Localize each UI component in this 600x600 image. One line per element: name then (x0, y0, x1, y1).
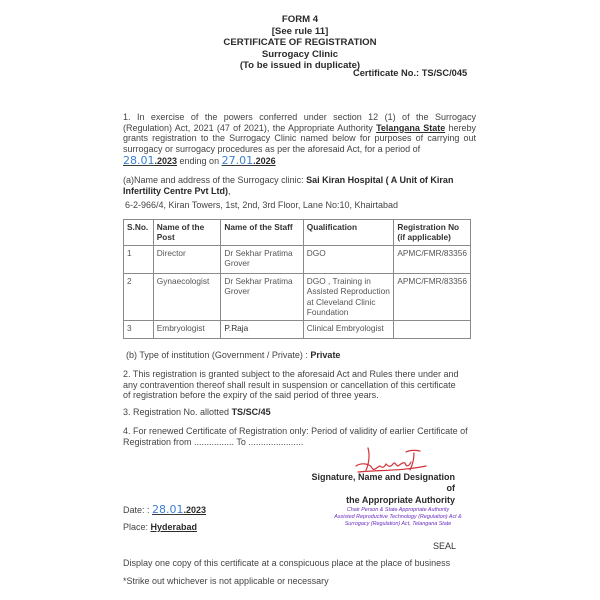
clinic-address: 6-2-966/4, Kiran Towers, 1st, 2nd, 3rd Floor, Lane No:10, Khairtabad (125, 200, 398, 210)
paragraph-1 (123, 112, 476, 167)
stamp-line1: Chair Person & State Appropriate Authority (346, 507, 450, 513)
cell-post: Embryologist (153, 320, 221, 338)
cell-registration: APMC/FMR/83356 (394, 245, 471, 273)
clinic-name: Sai Kiran Hospital ( A Unit of Kiran Infertility Centre Pvt Ltd) (123, 175, 454, 196)
cell-sno: 1 (124, 245, 154, 273)
cell-registration: APMC/FMR/83356 (394, 273, 471, 320)
cell-qualification: DGO (303, 245, 394, 273)
place-value: Hyderabad (150, 522, 198, 532)
date-handwritten: 28.01 (152, 503, 184, 516)
paragraph-3 (123, 407, 271, 417)
cell-post: Gynaecologist (153, 273, 221, 320)
cell-registration (394, 320, 471, 338)
clinic-name-block (123, 175, 463, 196)
duplicate-note: (To be issued in duplicate) (239, 60, 361, 72)
cell-post: Director (153, 245, 221, 273)
registration-allotted: TS/SC/45 (231, 407, 271, 417)
header-staff: Name of the Staff (221, 220, 303, 246)
authority-stamp (328, 507, 468, 528)
form-number: FORM 4 (281, 14, 319, 25)
strike-note: *Strike out whichever is not applicable or necessary (123, 576, 329, 586)
cell-staff: P.Raja (221, 320, 303, 338)
registration-label: 3. Registration No. allotted (123, 407, 232, 417)
date-line (123, 503, 206, 516)
date-year: .2023 (183, 505, 207, 515)
end-date-handwritten: 27.01 (221, 153, 254, 167)
institution-value: Private (310, 350, 341, 360)
header-post: Name of the Post (153, 220, 221, 246)
place-label: Place: (123, 522, 151, 532)
table-row (124, 320, 471, 338)
start-date-handwritten: 28.01 (123, 153, 155, 167)
header-sno: S.No. (124, 220, 154, 246)
para1-text-b: hereby grants registration to the Surrogacy Clinic named below for purposes of carrying out surrogacy or surrogacy procedures as per the aforesaid Act, for a period of (123, 122, 476, 155)
table-row (124, 273, 471, 320)
certificate-number: Certificate No.: TS/SC/045 (353, 68, 468, 78)
document-header (0, 14, 600, 72)
table-header-row (124, 220, 471, 246)
document-subtitle: Surrogacy Clinic (261, 48, 339, 60)
cell-sno: 2 (124, 273, 154, 320)
ending-label: ending on (177, 155, 222, 166)
cell-staff: Dr Sekhar Pratima Grover (221, 245, 303, 273)
paragraph-4: 4. For renewed Certificate of Registration only: Period of validity of earlier Certificate of Registration from ................ To ...................... (123, 426, 468, 447)
start-year: .2023 (154, 155, 178, 166)
stamp-line3: Surrogacy (Regulation) Act, Telangana State (344, 521, 452, 527)
cell-qualification: DGO , Training in Assisted Reproduction at Cleveland Clinic Foundation (303, 273, 394, 320)
institution-label: (b) Type of institution (Government / Private) : (126, 350, 311, 360)
cell-qualification: Clinical Embryologist (303, 320, 394, 338)
header-qualification: Qualification (303, 220, 394, 246)
authority-name: Telangana State (376, 122, 446, 133)
header-registration: Registration No (if applicable) (394, 220, 471, 246)
rule-reference: [See rule 11] (271, 25, 329, 37)
end-year: .2026 (253, 155, 276, 166)
clinic-label: (a)Name and address of the Surrogacy clinic: (123, 175, 307, 185)
paragraph-2: 2. This registration is granted subject to the aforesaid Act and Rules there under and any contravention thereof shall result in suspension or cancellation of this certificate of registration before the expiry of the said period of three years. (123, 369, 459, 401)
display-note: Display one copy of this certificate at a conspicuous place at the place of business (123, 558, 451, 568)
para1-text-a: 1. In exercise of the powers conferred under section 12 (1) of the Surrogacy (Regulation) Act, 2021 (47 of 2021), the Appropriate Authority (123, 112, 476, 133)
signature-label-line2: the Appropriate Authority (346, 494, 455, 505)
signature-label (305, 472, 455, 506)
document-title: CERTIFICATE OF REGISTRATION (223, 37, 377, 49)
table-row (124, 245, 471, 273)
date-label: Date: : (123, 505, 153, 515)
place-line (123, 522, 197, 532)
stamp-line2: Assisted Reproductive Technology (Regulation) Act & (334, 514, 462, 520)
staff-table (123, 219, 471, 339)
cell-staff: Dr Sekhar Pratima Grover (221, 273, 303, 320)
cell-sno: 3 (124, 320, 154, 338)
clinic-suffix: , (228, 185, 231, 196)
seal-label: SEAL (433, 541, 457, 551)
institution-type (126, 350, 340, 360)
signature-label-line1: Signature, Name and Designation of (311, 472, 455, 494)
